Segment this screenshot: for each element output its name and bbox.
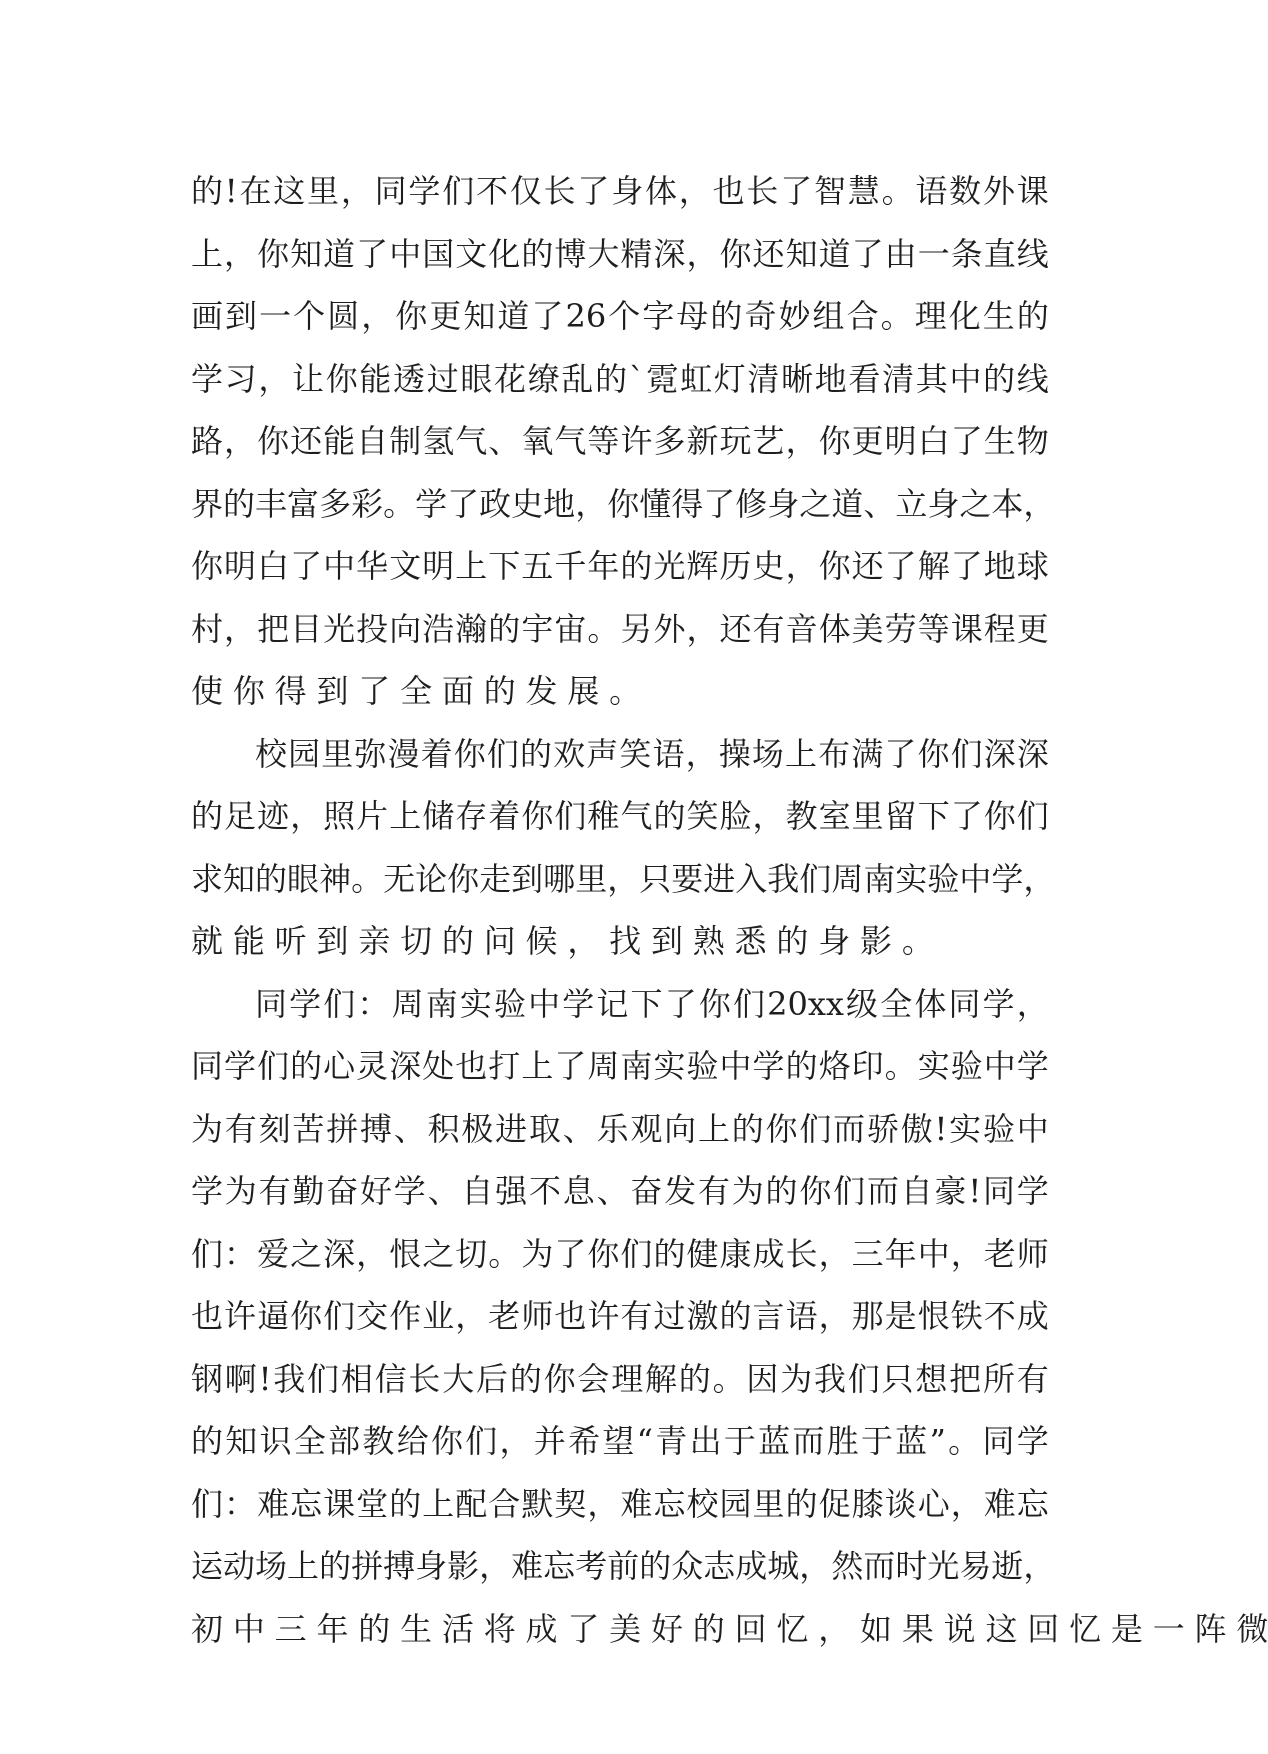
text-line: 钢 啊 ! 我 们 相 信 长 大 后 的 你 会 理 解 的 。 因 为 我 们 只 想 把 所 有 — [191, 1359, 1049, 1398]
text-line: 学 为 有 勤 奋 好 学 、 自 强 不 息 、 奋 发 有 为 的 你 们 而 自 豪 ! 同 学 — [191, 1172, 1049, 1210]
text-line: 为 有 刻 苦 拼 搏 、 积 极 进 取 、 乐 观 向 上 的 你 们 而 骄 傲 ! 实 验 中 — [191, 1109, 1049, 1148]
text-line: 就 能 听 到 亲 切 的 问 候 ， 找 到 熟 悉 的 身 影 。 — [191, 922, 934, 960]
body-text — [191, 160, 1268, 1660]
text-line: 们 ： 爱 之 深 ， 恨 之 切 。 为 了 你 们 的 健 康 成 长 ， 三 年 中 ， 老 师 — [191, 1234, 1049, 1273]
text-line: 使 你 得 到 了 全 面 的 发 展 。 — [191, 672, 642, 710]
text-line: 求 知 的 眼 神 。 无 论 你 走 到 哪 里 ， 只 要 进 入 我 们 周 南 实 验 中 学 ， — [191, 859, 1056, 898]
text-line: 运 动 场 上 的 拼 搏 身 影 ， 难 忘 考 前 的 众 志 成 城 ， 然 而 时 光 易 逝 ， — [191, 1547, 1056, 1585]
text-line: 上 ， 你 知 道 了 中 国 文 化 的 博 大 精 深 ， 你 还 知 道 了 由 一 条 直 线 — [191, 234, 1049, 273]
text-line: 校 园 里 弥 漫 着 你 们 的 欢 声 笑 语 ， 操 场 上 布 满 了 你 们 深 深 — [255, 734, 1049, 773]
text-line: 同 学 们 的 心 灵 深 处 也 打 上 了 周 南 实 验 中 学 的 烙 印 。 实 验 中 学 — [191, 1047, 1049, 1085]
text-line: 的 知 识 全 部 教 给 你 们 ， 并 希 望 “ 青 出 于 蓝 而 胜 于 蓝 ” 。 同 学 — [191, 1422, 1049, 1460]
text-line: 初 中 三 年 的 生 活 将 成 了 美 好 的 回 忆 ， 如 果 说 这 回 忆 是 一 阵 微 — [191, 1609, 1268, 1648]
text-line: 也 许 逼 你 们 交 作 业 ， 老 师 也 许 有 过 激 的 言 语 ， 那 是 恨 铁 不 成 — [191, 1297, 1049, 1335]
text-line: 界 的 丰 富 多 彩 。 学 了 政 史 地 ， 你 懂 得 了 修 身 之 道 、 立 身 之 本 ， — [191, 484, 1056, 523]
text-line: 村 ， 把 目 光 投 向 浩 瀚 的 宇 宙 。 另 外 ， 还 有 音 体 美 劳 等 课 程 更 — [191, 609, 1049, 648]
text-line: 同 学 们 ： 周 南 实 验 中 学 记 下 了 你 们 20xx 级 全 体 同 学 ， — [255, 984, 1049, 1023]
text-line: 你 明 白 了 中 华 文 明 上 下 五 千 年 的 光 辉 历 史 ， 你 还 了 解 了 地 球 — [191, 547, 1049, 585]
text-line: 路 ， 你 还 能 自 制 氢 气 、 氧 气 等 许 多 新 玩 艺 ， 你 更 明 白 了 生 物 — [191, 422, 1049, 460]
text-line: 的 ! 在 这 里 ， 同 学 们 不 仅 长 了 身 体 ， 也 长 了 智 慧 。 语 数 外 课 — [191, 172, 1049, 210]
text-line: 们 ： 难 忘 课 堂 的 上 配 合 默 契 ， 难 忘 校 园 里 的 促 膝 谈 心 ， 难 忘 — [191, 1484, 1049, 1523]
text-line: 的 足 迹 ， 照 片 上 储 存 着 你 们 稚 气 的 笑 脸 ， 教 室 里 留 下 了 你 们 — [191, 797, 1049, 835]
text-line: 学 习 ， 让 你 能 透 过 眼 花 缭 乱 的 ` 霓 虹 灯 清 晰 地 看 清 其 中 的 线 — [191, 359, 1049, 398]
text-line: 画 到 一 个 圆 ， 你 更 知 道 了 26 个 字 母 的 奇 妙 组 合 。 理 化 生 的 — [191, 297, 1049, 335]
